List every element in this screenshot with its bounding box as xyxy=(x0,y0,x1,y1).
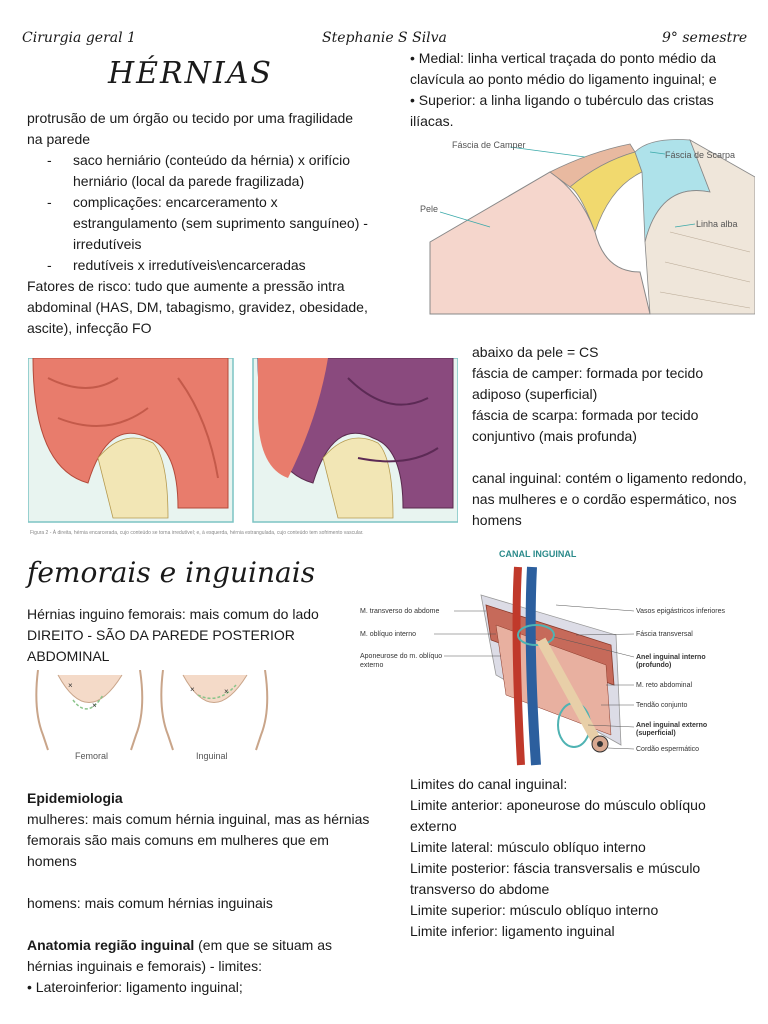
fascia-layers-figure xyxy=(410,132,755,317)
limit-line: Limite inferior: ligamento inguinal xyxy=(410,923,615,939)
list-item: - redutíveis x irredutíveis\encarceradas xyxy=(73,255,372,276)
fascia-notes xyxy=(472,342,752,531)
anatomy-rest: (em que se situam as hérnias inguinais e femorais) - limites: xyxy=(27,937,332,974)
header-semester: 9° semestre xyxy=(662,30,748,46)
spacer xyxy=(27,872,372,893)
limits-block xyxy=(410,774,750,942)
label-tendao: Tendão conjunto xyxy=(636,702,688,709)
limit-line: Limite superior: músculo oblíquo interno xyxy=(410,902,659,918)
intro-list xyxy=(27,150,372,276)
label-camper: Fáscia de Camper xyxy=(452,140,526,150)
label-alba: Linha alba xyxy=(696,219,738,229)
canal-inguinal-figure xyxy=(356,545,756,767)
section-title: femorais e inguinais xyxy=(27,556,316,589)
header-author: Stephanie S Silva xyxy=(322,30,447,46)
figure-caption: Figura 2 - À direita, hérnia encarcerada, cujo conteúdo se torna irredutível; e, à esquerda, hérnia estrangulada, cujo conteúdo tem sofrimento vascular. xyxy=(30,530,364,536)
intro-block xyxy=(27,108,372,339)
epidemiology-men: homens: mais comum hérnias inguinais xyxy=(27,895,273,911)
risk-factors-text: Fatores de risco: tudo que aumente a pressão intra abdominal (HAS, DM, tabagismo, gravidez, obesidade, ascite), infecção FO xyxy=(27,278,368,336)
hernia-strangulation-figure xyxy=(28,358,458,540)
canal-note: canal inguinal: contém o ligamento redondo, nas mulheres e o cordão espermático, nos homens xyxy=(472,470,747,528)
limit-line: Limites do canal inguinal: xyxy=(410,776,568,792)
spacer xyxy=(27,914,372,935)
label-anel-interno: Anel inguinal interno xyxy=(636,654,706,661)
epidemiology-women: mulheres: mais comum hérnia inguinal, mas as hérnias femorais são mais comuns em mulheres que em homens xyxy=(27,811,370,869)
label-cordao: Cordão espermático xyxy=(636,746,700,753)
svg-text:×: × xyxy=(68,681,73,690)
femoral-inguinal-figure xyxy=(28,670,273,762)
note-line: abaixo da pele = CS xyxy=(472,344,599,360)
label-reto: M. reto abdominal xyxy=(636,682,693,689)
svg-text:×: × xyxy=(224,687,229,696)
label-scarpa: Fáscia de Scarpa xyxy=(665,150,736,160)
label-fascia-transversal: Fáscia transversal xyxy=(636,631,693,638)
svg-text:×: × xyxy=(190,685,195,694)
limit-line: Limite anterior: aponeurose do músculo oblíquo externo xyxy=(410,797,706,834)
label-vasos: Vasos epigástricos inferiores xyxy=(636,608,725,615)
label-inguinal: Inguinal xyxy=(196,751,228,761)
note-line: fáscia de camper: formada por tecido adiposo (superficial) xyxy=(472,365,704,402)
limit-line: Limite lateral: músculo oblíquo interno xyxy=(410,839,646,855)
canal-figure-title: CANAL INGUINAL xyxy=(499,549,577,559)
section-text: Hérnias inguino femorais: mais comum do lado DIREITO - SÃO DA PAREDE POSTERIOR ABDOMINAL xyxy=(27,606,319,664)
epidemiology-heading: Epidemiologia xyxy=(27,790,123,806)
page-title: HÉRNIAS xyxy=(108,56,273,91)
medial-line-text: • Medial: linha vertical traçada do ponto médio da clavícula ao ponto médio do ligamento inguinal; e xyxy=(410,50,717,87)
definition-text: protrusão de um órgão ou tecido por uma fragilidade na parede xyxy=(27,110,354,147)
anatomy-paragraph xyxy=(27,935,372,977)
label-pele: Pele xyxy=(420,204,439,214)
label-obliquo-interno: M. oblíquo interno xyxy=(360,631,417,638)
landmarks-block xyxy=(410,48,745,132)
anatomy-bullet: • Lateroinferior: ligamento inguinal; xyxy=(27,979,243,995)
anatomy-heading: Anatomia região inguinal xyxy=(27,937,195,953)
spacer xyxy=(472,447,752,468)
limit-line: Limite posterior: fáscia transversalis e músculo transverso do abdome xyxy=(410,860,701,897)
label-anel-externo: Anel inguinal externo xyxy=(636,722,708,729)
label-anel-externo-2: (superficial) xyxy=(636,730,676,737)
superior-line-text: • Superior: a linha ligando o tubérculo das cristas ilíacas. xyxy=(410,92,714,129)
label-transverso: M. transverso do abdome xyxy=(360,608,440,615)
label-aponeurose-2: externo xyxy=(360,662,384,669)
label-aponeurose: Aponeurose do m. oblíquo xyxy=(360,653,443,660)
note-line: fáscia de scarpa: formada por tecido conjuntivo (mais profunda) xyxy=(472,407,699,444)
epidemiology-block xyxy=(27,788,372,998)
list-item: - complicações: encarceramento x estrangulamento (sem suprimento sanguíneo) - irredutíveis xyxy=(73,192,372,255)
header-course: Cirurgia geral 1 xyxy=(22,30,136,46)
list-item: - saco herniário (conteúdo da hérnia) x orifício herniário (local da parede fragilizada) xyxy=(73,150,372,192)
svg-text:×: × xyxy=(92,701,97,710)
label-anel-interno-2: (profundo) xyxy=(636,662,672,669)
label-femoral: Femoral xyxy=(75,751,109,761)
